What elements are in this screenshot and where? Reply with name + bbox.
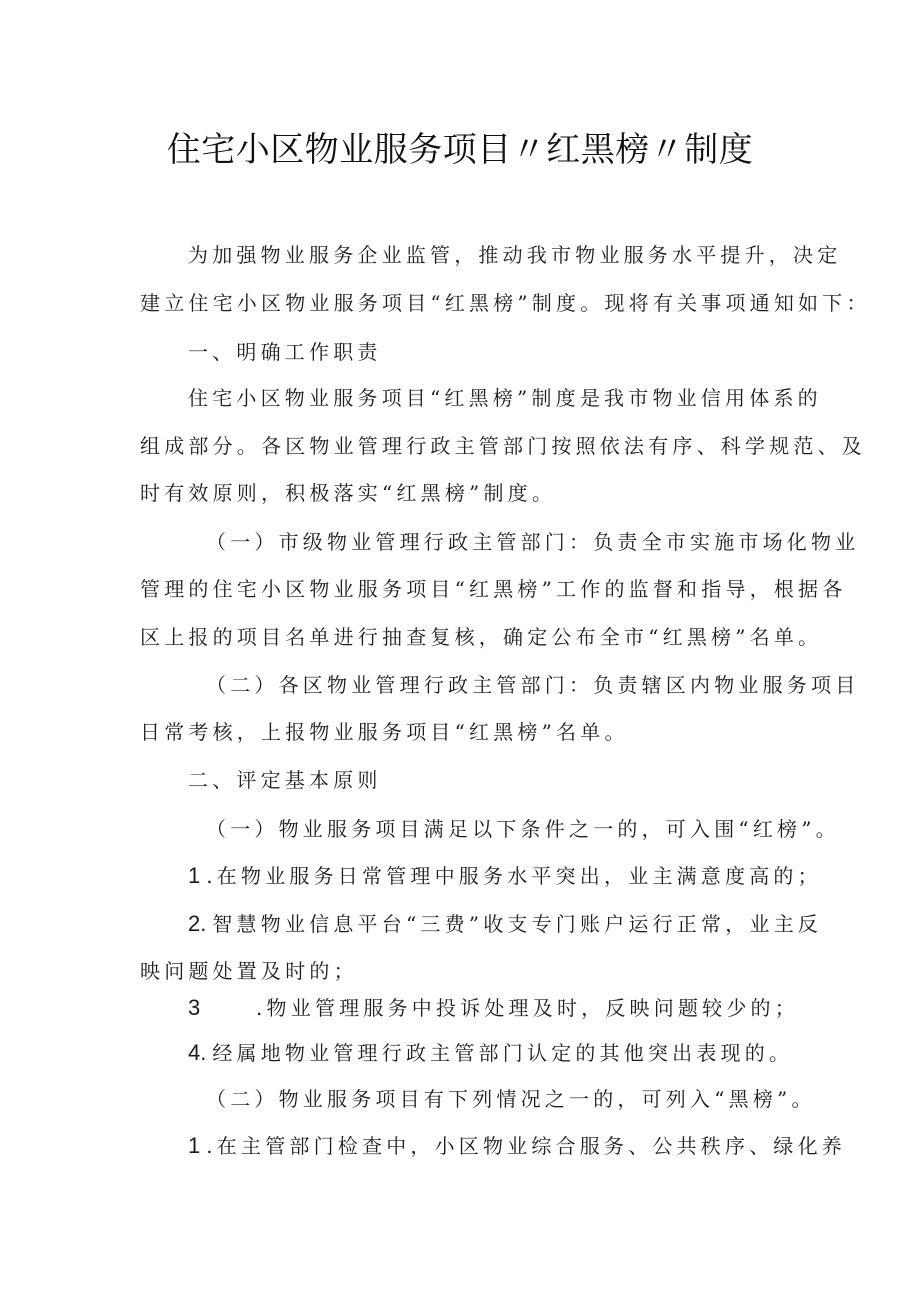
list-item <box>188 910 822 938</box>
item-number: 2. <box>188 911 207 936</box>
section-heading: 二、评定基本原则 <box>188 768 382 792</box>
paragraph-line: 日常考核，上报物业服务项目“红黑榜”名单。 <box>140 720 629 744</box>
list-item-text: 经属地物业管理行政主管部门认定的其他突出表现的。 <box>212 1041 794 1065</box>
list-item-text: .物业管理服务中投诉处理及时，反映问题较少的； <box>256 996 799 1020</box>
item-number: 1 <box>188 863 201 888</box>
section-heading: 一、明确工作职责 <box>188 340 382 364</box>
item-number: 1 <box>188 1133 201 1158</box>
paragraph-line: 映问题处置及时的； <box>140 959 358 983</box>
paragraph-line: （一）物业服务项目满足以下条件之一的，可入围“红榜”。 <box>206 817 840 841</box>
paragraph-line: （一）市级物业管理行政主管部门：负责全市实施市场化物业 <box>206 530 860 554</box>
paragraph-line: 建立住宅小区物业服务项目“红黑榜”制度。现将有关事项通知如下： <box>140 291 871 315</box>
paragraph-line: 管理的住宅小区物业服务项目“红黑榜”工作的监督和指导，根据各 <box>140 577 847 601</box>
list-item-text: .在主管部门检查中，小区物业综合服务、公共秩序、绿化养 <box>206 1134 847 1158</box>
list-item <box>188 994 799 1022</box>
list-item <box>188 1132 846 1160</box>
item-number: 4. <box>188 1040 207 1065</box>
page-title: 住宅小区物业服务项目〃红黑榜〃制度 <box>166 130 754 170</box>
paragraph-line: （二）物业服务项目有下列情况之一的，可列入“黑榜”。 <box>206 1087 816 1111</box>
item-number: 3 <box>188 995 201 1020</box>
paragraph-line: 时有效原则，积极落实“红黑榜”制度。 <box>140 481 557 505</box>
list-item <box>188 862 822 890</box>
paragraph-line: 为加强物业服务企业监管，推动我市物业服务水平提升，决定 <box>188 243 842 267</box>
list-item <box>188 1039 793 1067</box>
list-item-text: .在物业服务日常管理中服务水平突出，业主满意度高的； <box>206 864 822 888</box>
paragraph-line: 组成部分。各区物业管理行政主管部门按照依法有序、科学规范、及 <box>140 434 866 458</box>
paragraph-line: （二）各区物业管理行政主管部门：负责辖区内物业服务项目 <box>206 673 860 697</box>
list-item-text: 智慧物业信息平台“三费”收支专门账户运行正常，业主反 <box>212 912 823 936</box>
paragraph-line: 区上报的项目名单进行抽查复核，确定公布全市“红黑榜”名单。 <box>140 625 823 649</box>
paragraph-line: 住宅小区物业服务项目“红黑榜”制度是我市物业信用体系的 <box>188 386 822 410</box>
